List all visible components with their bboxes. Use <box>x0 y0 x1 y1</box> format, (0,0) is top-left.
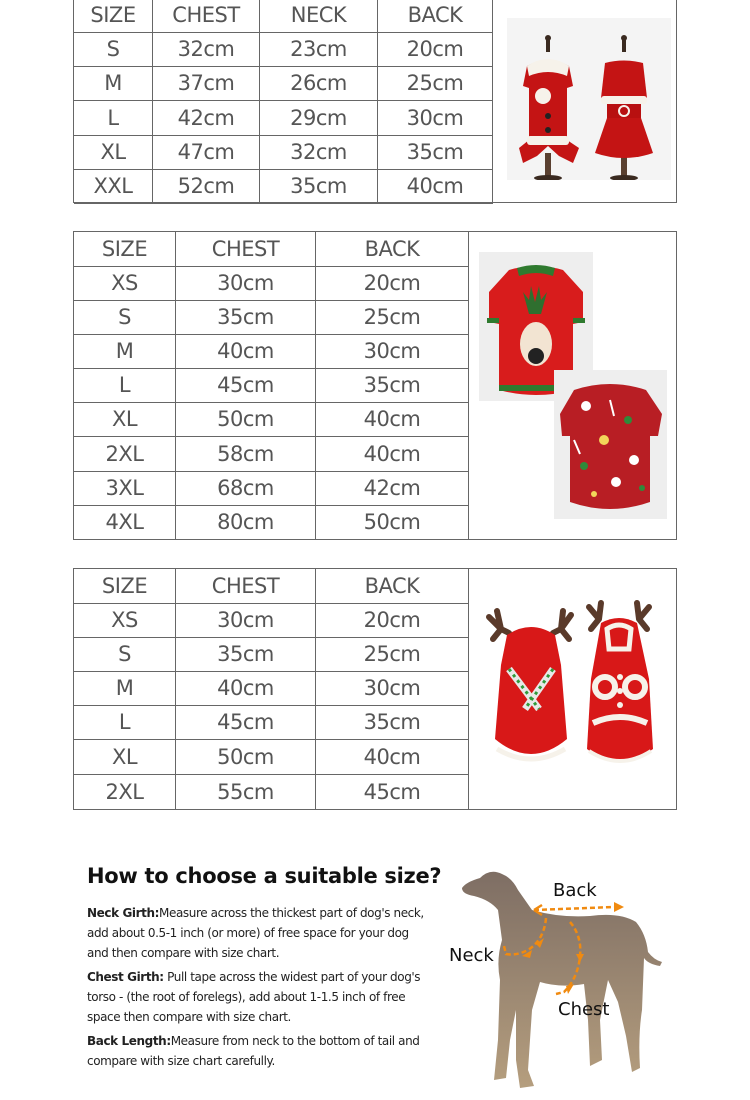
christmas-print-sweater-photo <box>554 370 667 519</box>
cell-neck: 26cm <box>260 66 378 100</box>
table-row <box>74 471 469 505</box>
reindeer-hoodie-photo <box>479 599 669 779</box>
table-row <box>74 300 469 334</box>
table-row <box>74 436 469 471</box>
chest-girth-text: Pull tape across the widest part of your dog's torso - (the root of forelegs), add about 1-1.5 inch of free space then compare with size chart. <box>87 970 421 1024</box>
christmas-print-sweater-illustration <box>554 370 667 519</box>
table-row <box>74 637 469 671</box>
cell-size: XXL <box>74 169 153 203</box>
cell-back: 40cm <box>316 739 469 774</box>
cell-size: M <box>74 671 176 705</box>
back-length-label: Back Length: <box>87 1034 171 1048</box>
header-chest: CHEST <box>176 232 316 266</box>
cell-chest: 58cm <box>176 436 316 471</box>
table-row <box>74 603 469 637</box>
cell-chest: 68cm <box>176 471 316 505</box>
header-chest: CHEST <box>153 0 260 32</box>
santa-costume-photo <box>507 18 671 180</box>
size-table-3-block <box>73 568 677 810</box>
cell-back: 40cm <box>378 169 493 203</box>
header-back: BACK <box>316 569 469 603</box>
cell-size: S <box>74 637 176 671</box>
cell-size: XL <box>74 135 153 169</box>
cell-back: 35cm <box>316 368 469 402</box>
cell-chest: 35cm <box>176 300 316 334</box>
cell-neck: 35cm <box>260 169 378 203</box>
cell-size: M <box>74 334 176 368</box>
cell-size: XS <box>74 603 176 637</box>
header-size: SIZE <box>74 569 176 603</box>
cell-chest: 45cm <box>176 705 316 739</box>
cell-chest: 35cm <box>176 637 316 671</box>
cell-size: L <box>74 100 153 135</box>
cell-size: 2XL <box>74 436 176 471</box>
cell-back: 30cm <box>316 334 469 368</box>
table-row <box>74 266 469 300</box>
table-row <box>74 368 469 402</box>
cell-size: L <box>74 368 176 402</box>
size-table-2-block <box>73 231 677 540</box>
size-table-1-block <box>73 0 677 203</box>
chest-label: Chest <box>558 999 610 1020</box>
cell-back: 30cm <box>378 100 493 135</box>
neck-girth-text: Measure across the thickest part of dog's neck, add about 0.5-1 inch (or more) of free space for your dog and then compare with size chart. <box>87 906 424 960</box>
size-table-1 <box>74 0 493 204</box>
neck-girth-label: Neck Girth: <box>87 906 160 920</box>
cell-chest: 50cm <box>176 402 316 436</box>
table-row <box>74 100 493 135</box>
cell-back: 50cm <box>316 505 469 539</box>
cell-chest: 50cm <box>176 739 316 774</box>
cell-back: 30cm <box>316 671 469 705</box>
table-row <box>74 135 493 169</box>
cell-back: 25cm <box>316 300 469 334</box>
cell-size: 4XL <box>74 505 176 539</box>
cell-size: L <box>74 705 176 739</box>
header-back: BACK <box>316 232 469 266</box>
size-table-2 <box>74 232 469 540</box>
cell-chest: 45cm <box>176 368 316 402</box>
cell-chest: 30cm <box>176 266 316 300</box>
cell-back: 20cm <box>378 32 493 66</box>
table-header-row <box>74 569 469 603</box>
table-row <box>74 66 493 100</box>
table-row <box>74 774 469 809</box>
cell-chest: 42cm <box>153 100 260 135</box>
cell-back: 20cm <box>316 266 469 300</box>
santa-costume-illustration <box>507 18 671 180</box>
cell-back: 25cm <box>316 637 469 671</box>
cell-size: XL <box>74 739 176 774</box>
header-chest: CHEST <box>176 569 316 603</box>
back-length-text: Measure from neck to the bottom of tail and compare with size chart carefully. <box>87 1034 420 1068</box>
cell-chest: 40cm <box>176 334 316 368</box>
cell-back: 20cm <box>316 603 469 637</box>
cell-chest: 47cm <box>153 135 260 169</box>
size-table-3 <box>74 569 469 810</box>
cell-back: 40cm <box>316 402 469 436</box>
back-length-paragraph <box>87 1031 427 1071</box>
cell-chest: 40cm <box>176 671 316 705</box>
cell-neck: 23cm <box>260 32 378 66</box>
chest-girth-label: Chest Girth: <box>87 970 164 984</box>
cell-back: 45cm <box>316 774 469 809</box>
chest-girth-paragraph <box>87 967 427 1027</box>
cell-neck: 29cm <box>260 100 378 135</box>
cell-size: S <box>74 32 153 66</box>
neck-girth-paragraph <box>87 903 427 963</box>
cell-back: 42cm <box>316 471 469 505</box>
header-size: SIZE <box>74 232 176 266</box>
cell-chest: 80cm <box>176 505 316 539</box>
cell-chest: 32cm <box>153 32 260 66</box>
back-label: Back <box>553 880 597 901</box>
cell-neck: 32cm <box>260 135 378 169</box>
cell-chest: 52cm <box>153 169 260 203</box>
table-row <box>74 32 493 66</box>
cell-size: XL <box>74 402 176 436</box>
table-row <box>74 505 469 539</box>
table-row <box>74 334 469 368</box>
cell-back: 25cm <box>378 66 493 100</box>
cell-size: 2XL <box>74 774 176 809</box>
cell-back: 40cm <box>316 436 469 471</box>
table-header-row <box>74 232 469 266</box>
table-row <box>74 169 493 203</box>
table-header-row <box>74 0 493 32</box>
table-row <box>74 739 469 774</box>
dog-measurement-diagram <box>440 860 680 1095</box>
table-row <box>74 705 469 739</box>
header-back: BACK <box>378 0 493 32</box>
cell-size: S <box>74 300 176 334</box>
cell-size: M <box>74 66 153 100</box>
table-row <box>74 402 469 436</box>
cell-back: 35cm <box>378 135 493 169</box>
table-row <box>74 671 469 705</box>
size-guide-title: How to choose a suitable size? <box>87 864 442 888</box>
header-size: SIZE <box>74 0 153 32</box>
cell-size: XS <box>74 266 176 300</box>
reindeer-hoodie-illustration <box>479 599 669 779</box>
header-neck: NECK <box>260 0 378 32</box>
cell-chest: 30cm <box>176 603 316 637</box>
cell-chest: 55cm <box>176 774 316 809</box>
cell-chest: 37cm <box>153 66 260 100</box>
neck-label: Neck <box>449 945 494 966</box>
cell-size: 3XL <box>74 471 176 505</box>
cell-back: 35cm <box>316 705 469 739</box>
